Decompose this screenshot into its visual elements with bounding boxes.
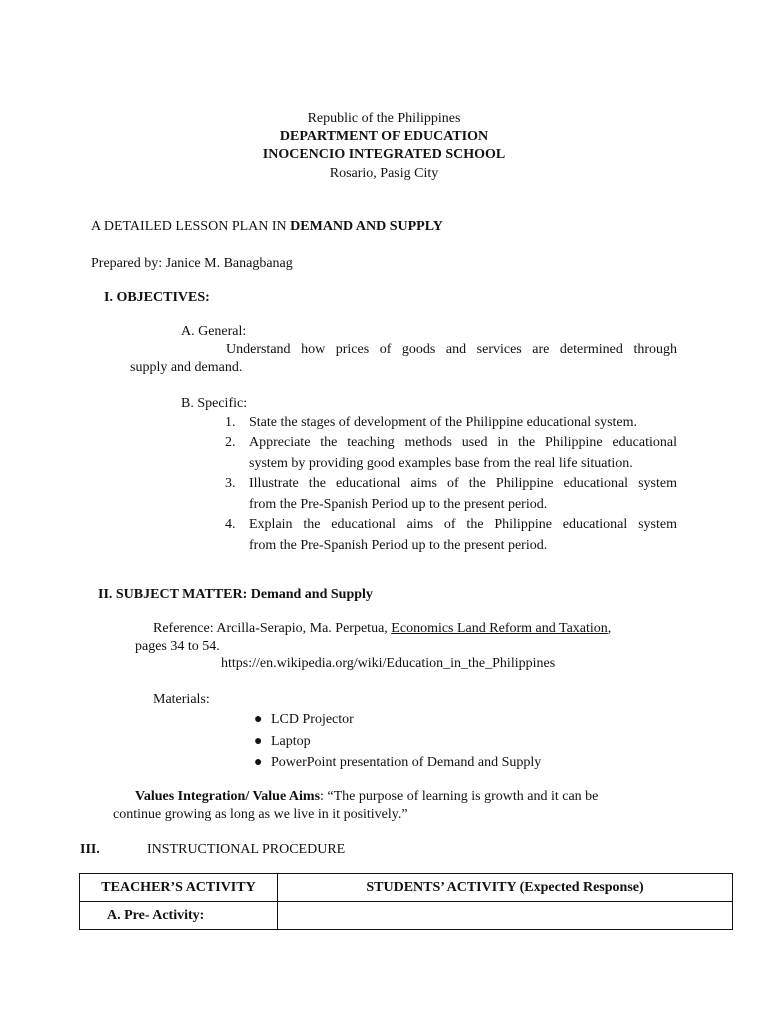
item-text-line2: from the Pre-Spanish Period up to the present period. [249, 537, 548, 553]
material-item [254, 710, 541, 732]
general-text-line2: supply and demand. [130, 360, 243, 375]
material-text: Laptop [271, 733, 311, 749]
subject-matter-heading [98, 587, 373, 603]
item-text-line2: system by providing good examples base from the real life situation. [249, 455, 633, 471]
values-line1 [135, 789, 598, 805]
bullet-icon: ● [254, 733, 263, 749]
general-label: A. General: [181, 324, 247, 339]
header-location: Rosario, Pasig City [329, 166, 439, 181]
students-activity-header: STUDENTS’ ACTIVITY (Expected Response) [278, 874, 733, 902]
material-item [254, 753, 542, 775]
values-label: Values Integration/ Value Aims [135, 789, 321, 804]
header-department: DEPARTMENT OF EDUCATION [279, 129, 489, 144]
header-republic: Republic of the Philippines [307, 111, 461, 126]
teacher-activity-header: TEACHER’S ACTIVITY [80, 874, 278, 902]
objectives-heading: I. OBJECTIVES: [104, 290, 210, 305]
material-text: PowerPoint presentation of Demand and Supply [271, 755, 542, 770]
table-row [80, 902, 733, 930]
item-text-line1: Explain the educational aims of the Philippine educational system [249, 517, 677, 532]
item-number: 2. [225, 435, 236, 450]
item-number: 4. [225, 517, 236, 532]
procedure-numeral: III. [80, 842, 100, 857]
pre-activity-response-cell [278, 902, 733, 930]
reference-line [153, 621, 611, 637]
header-school: INOCENCIO INTEGRATED SCHOOL [262, 147, 506, 162]
lesson-title-prefix: A DETAILED LESSON PLAN IN [91, 219, 291, 234]
reference-pages: pages 34 to 54. [135, 639, 220, 654]
table-header-row [80, 874, 733, 902]
material-item [254, 732, 541, 754]
values-line2: continue growing as long as we live in it positively.” [113, 807, 408, 822]
item-text-line1: State the stages of development of the Philippine educational system. [249, 415, 638, 430]
material-text: LCD Projector [271, 712, 354, 727]
specific-objective-item [225, 413, 677, 433]
specific-objective-item [225, 515, 677, 556]
item-text-line2: from the Pre-Spanish Period up to the present period. [249, 496, 548, 512]
specific-objectives-list [225, 413, 677, 556]
materials-list [254, 710, 542, 775]
reference-url: https://en.wikipedia.org/wiki/Education_in_the_Philippines [221, 656, 556, 671]
reference-author: Reference: Arcilla-Serapio, Ma. Perpetua, [153, 621, 392, 636]
subject-matter-topic: Demand and Supply [250, 587, 373, 602]
bullet-icon: ● [254, 712, 263, 727]
values-quote-start: : “The purpose of learning is growth and it can be [320, 789, 599, 804]
item-text-line1: Illustrate the educational aims of the Philippine educational system [249, 476, 677, 491]
specific-label: B. Specific: [181, 396, 248, 411]
general-text-line1: Understand how prices of goods and services are determined through [226, 342, 677, 357]
lesson-title-subject: DEMAND AND SUPPLY [290, 219, 443, 234]
item-number: 1. [225, 415, 236, 430]
lesson-title [91, 219, 443, 235]
procedure-table [79, 873, 733, 930]
reference-comma: , [607, 621, 612, 636]
procedure-heading: INSTRUCTIONAL PROCEDURE [147, 842, 346, 857]
specific-objective-item [225, 474, 677, 515]
specific-objective-item [225, 433, 677, 474]
item-number: 3. [225, 476, 236, 491]
prepared-by: Prepared by: Janice M. Banagbanag [91, 256, 293, 271]
reference-book-title: Economics Land Reform and Taxation [391, 621, 608, 636]
item-text-line1: Appreciate the teaching methods used in the Philippine educational [249, 435, 677, 450]
materials-label: Materials: [153, 692, 210, 707]
pre-activity-label: A. Pre- Activity: [80, 902, 278, 930]
bullet-icon: ● [254, 755, 263, 770]
subject-matter-prefix: II. SUBJECT MATTER: [98, 587, 251, 602]
